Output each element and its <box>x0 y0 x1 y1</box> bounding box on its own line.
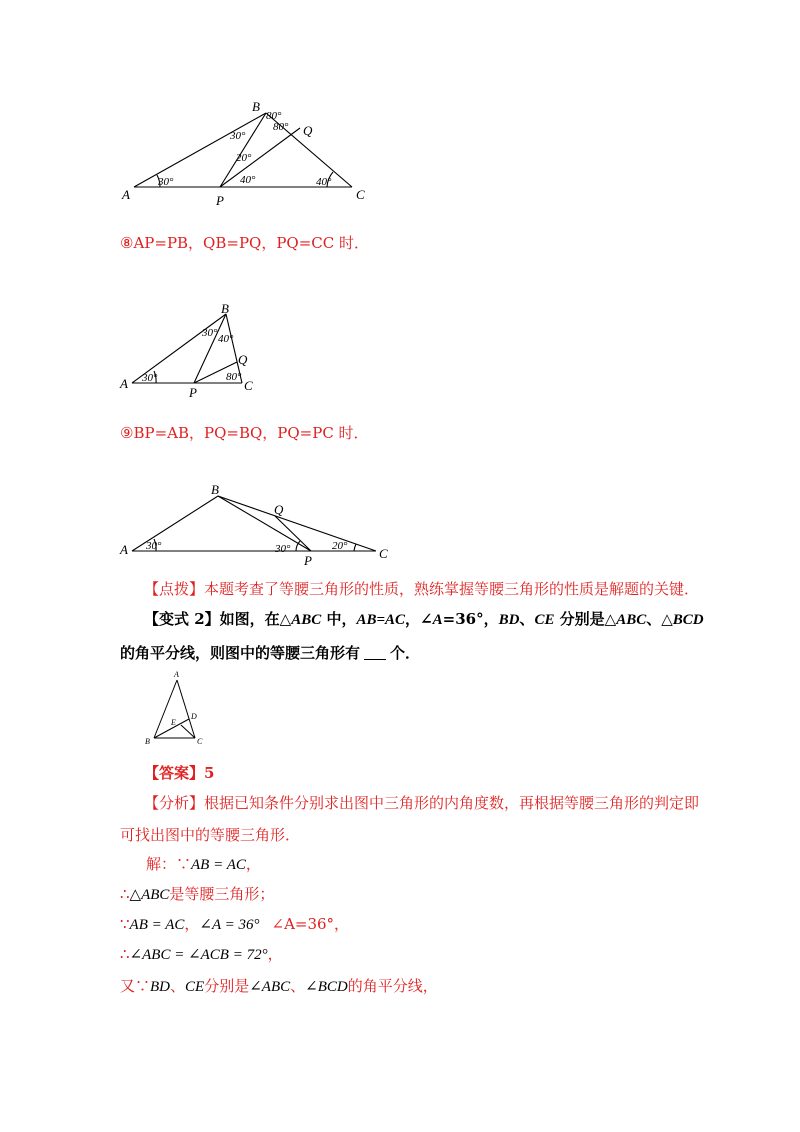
variant-mid-3: =36°， <box>442 610 499 628</box>
label-A: A <box>174 670 179 679</box>
angle-A: 30° <box>142 372 158 384</box>
angle-B-1: 30° <box>202 327 218 339</box>
analysis-line-2: 可找出图中的等腰三角形． <box>120 826 301 844</box>
label-C: C <box>356 187 365 202</box>
case-8-text: ⑧AP=PB，QB=PQ，PQ=CC 时． <box>120 234 370 252</box>
answer-line <box>144 762 214 783</box>
variant-head: 【变式 2】如图，在△ <box>144 610 292 628</box>
angle-P: 30° <box>275 543 291 555</box>
variant-mid-2: ，∠ <box>405 610 433 628</box>
angle-C: 40° <box>316 176 332 188</box>
variant-eq-2: A <box>432 612 443 628</box>
solution-line-3 <box>120 913 349 934</box>
variant-abc-1: ABC <box>291 612 322 628</box>
label-A: A <box>120 376 128 391</box>
angle-P-2: 40° <box>240 174 256 186</box>
solution-4-suffix: ， <box>267 945 283 963</box>
figure-case-8 <box>118 300 268 400</box>
solution-3-math-2: ∠A = 36° <box>199 917 260 933</box>
variant-bcd: BCD <box>672 612 704 628</box>
label-C: C <box>244 378 253 393</box>
triangle-diagram-1 <box>120 95 380 210</box>
figure-case-7 <box>120 95 380 210</box>
label-Q: Q <box>238 352 248 367</box>
label-C: C <box>379 546 388 561</box>
case-9-text: ⑨BP=AB，PQ=BQ，PQ=PC 时． <box>120 424 369 442</box>
angle-P-1: 20° <box>236 152 252 164</box>
solution-4-math: ∠ABC = ∠ACB = 72° <box>129 947 268 963</box>
variant-line-2b: 个． <box>390 644 421 662</box>
variant-mid-6: 、△ <box>646 610 673 628</box>
analysis-line-1: 【分析】根据已知条件分别求出图中三角形的内角度数，再根据等腰三角形的判定即 <box>144 794 700 812</box>
solution-1-math: AB = AC <box>191 857 246 873</box>
answer-value: 5 <box>204 764 215 782</box>
label-B: B <box>221 301 229 316</box>
variant-abc-2: ABC <box>616 612 647 628</box>
angle-C: 80° <box>226 371 242 383</box>
solution-3-suffix: ∠A=36°， <box>271 915 350 933</box>
solution-5-abc: ∠ABC <box>249 979 291 995</box>
solution-line-1 <box>146 853 261 874</box>
variant-line-2a: 的角平分线，则图中的等腰三角形有 <box>120 644 361 662</box>
figure-case-9 <box>118 478 398 573</box>
angle-A: 30° <box>158 176 174 188</box>
solution-5-prefix: 又∵ <box>120 977 151 995</box>
solution-2-suffix: 是等腰三角形； <box>169 885 275 903</box>
solution-line-2 <box>120 883 274 904</box>
label-B: B <box>211 482 219 497</box>
label-Q: Q <box>274 502 284 517</box>
triangle-diagram-4 <box>142 668 212 750</box>
label-C: C <box>197 737 203 746</box>
variant-mid-5: 分别是△ <box>554 610 617 628</box>
variant-bd: BD <box>498 612 520 628</box>
label-P: P <box>189 385 197 400</box>
label-B: B <box>145 737 150 746</box>
angle-B-2: 30° <box>230 130 246 142</box>
angle-B-2: 40° <box>218 333 234 345</box>
label-P: P <box>304 553 312 568</box>
solution-4-prefix: ∴ <box>120 945 130 963</box>
solution-2-math: △ABC <box>129 887 170 903</box>
solution-3-math-1: AB = AC <box>129 917 185 933</box>
solution-3-mid: ， <box>184 915 200 933</box>
triangle-diagram-2 <box>118 300 268 400</box>
variant-2-line-1 <box>144 608 704 629</box>
solution-5-ce: CE <box>185 979 205 995</box>
solution-5-mid-3: 、 <box>290 977 306 995</box>
solution-line-5 <box>120 975 438 996</box>
solution-5-bcd: ∠BCD <box>305 979 348 995</box>
tip-text: 【点拨】本题考查了等腰三角形的性质，熟练掌握等腰三角形的性质是解题的关键． <box>144 580 700 598</box>
variant-mid-4: 、 <box>519 610 535 628</box>
solution-3-prefix: ∵ <box>120 915 130 933</box>
label-A: A <box>120 542 128 557</box>
angle-Q: 80° <box>273 121 289 133</box>
answer-blank <box>364 645 386 660</box>
variant-mid-1: 中， <box>321 610 357 628</box>
solution-2-prefix: ∴ <box>120 885 130 903</box>
label-E: E <box>171 718 176 727</box>
figure-variant-2 <box>142 668 212 750</box>
label-B: B <box>252 99 260 114</box>
answer-label: 【答案】 <box>144 764 205 782</box>
triangle-diagram-3 <box>118 478 398 573</box>
solution-5-mid-1: 、 <box>170 977 186 995</box>
angle-C: 20° <box>332 540 348 552</box>
variant-2-line-2 <box>120 642 420 663</box>
label-Q: Q <box>303 123 313 138</box>
solution-5-bd: BD <box>150 979 171 995</box>
label-P: P <box>216 193 224 208</box>
label-D: D <box>191 712 197 721</box>
solution-5-suffix: 的角平分线， <box>347 977 438 995</box>
label-A: A <box>122 187 130 202</box>
variant-eq-1: AB=AC <box>356 612 406 628</box>
solution-1-prefix: 解：∵ <box>146 855 192 873</box>
solution-1-suffix: ， <box>245 855 261 873</box>
variant-ce: CE <box>534 612 555 628</box>
angle-B-1: 80° <box>266 110 282 122</box>
solution-5-mid-2: 分别是 <box>204 977 250 995</box>
angle-A: 30° <box>146 540 162 552</box>
solution-line-4 <box>120 943 283 964</box>
